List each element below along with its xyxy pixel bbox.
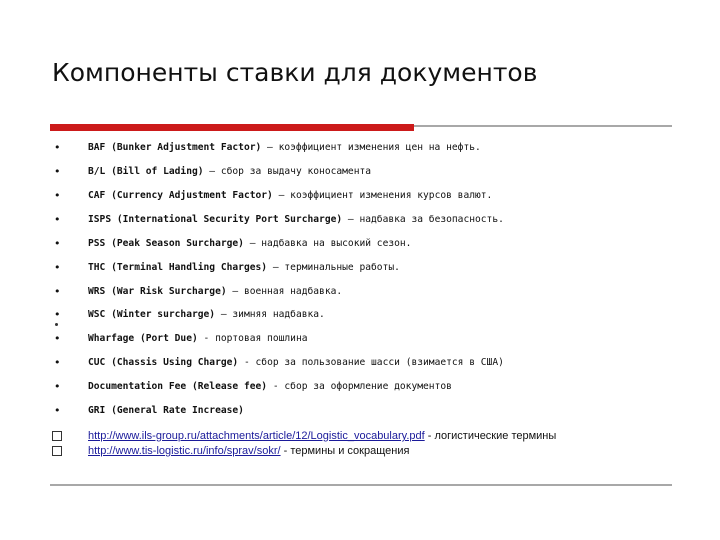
bullet-icon: • bbox=[54, 380, 61, 393]
list-item bbox=[0, 236, 720, 252]
item-desc: – коэффициент изменения цен на нефть. bbox=[261, 142, 481, 153]
bullet-icon: • bbox=[54, 141, 61, 154]
item-desc: – коэффициент изменения курсов валют. bbox=[272, 190, 493, 201]
reference-desc: - логистические термины bbox=[424, 430, 557, 442]
bullet-icon: • bbox=[54, 165, 61, 178]
reference-desc: - термины и сокращения bbox=[280, 445, 410, 457]
item-desc: – военная надбавка. bbox=[226, 286, 343, 297]
stray-dot bbox=[55, 323, 58, 326]
list-item bbox=[0, 140, 720, 156]
list-item bbox=[0, 212, 720, 228]
list-item bbox=[0, 284, 720, 300]
item-desc: - портовая пошлина bbox=[197, 333, 308, 344]
item-term: Documentation Fee (Release fee) bbox=[88, 381, 268, 392]
item-desc: – надбавка на высокий сезон. bbox=[243, 238, 412, 249]
list-item bbox=[0, 188, 720, 204]
item-desc: – зимняя надбавка. bbox=[215, 309, 325, 320]
bullet-icon: • bbox=[54, 189, 61, 202]
item-term: B/L (Bill of Lading) bbox=[88, 166, 204, 177]
bullet-icon: • bbox=[54, 332, 61, 345]
item-term: CUC (Chassis Using Charge) bbox=[88, 357, 239, 368]
item-term: Wharfage (Port Due) bbox=[88, 333, 198, 344]
item-term: CAF (Currency Adjustment Factor) bbox=[88, 190, 273, 201]
item-desc: - сбор за оформление документов bbox=[267, 381, 452, 392]
item-desc: – терминальные работы. bbox=[267, 262, 400, 273]
list-item bbox=[0, 331, 720, 347]
list-item bbox=[0, 307, 720, 323]
item-term: THC (Terminal Handling Charges) bbox=[88, 262, 268, 273]
bullet-icon: • bbox=[54, 356, 61, 369]
checkbox-icon bbox=[52, 431, 62, 441]
slide-title: Компоненты ставки для документов bbox=[52, 58, 538, 87]
item-term: WRS (War Risk Surcharge) bbox=[88, 286, 227, 297]
bullet-icon: • bbox=[54, 285, 61, 298]
item-term: GRI (General Rate Increase) bbox=[88, 405, 244, 416]
item-term: WSC (Winter surcharge) bbox=[88, 309, 216, 320]
reference-link[interactable]: http://www.tis-logistic.ru/info/sprav/sokr/ bbox=[88, 445, 281, 457]
bottom-divider bbox=[50, 484, 672, 486]
reference-link[interactable]: http://www.ils-group.ru/attachments/article/12/Logistic_vocabulary.pdf bbox=[88, 430, 425, 442]
item-term: PSS (Peak Season Surcharge) bbox=[88, 238, 244, 249]
bullet-icon: • bbox=[54, 237, 61, 250]
bullet-icon: • bbox=[54, 213, 61, 226]
list-item bbox=[0, 355, 720, 371]
item-term: BAF (Bunker Adjustment Factor) bbox=[88, 142, 262, 153]
reference-link-row bbox=[0, 444, 720, 459]
list-item bbox=[0, 403, 720, 419]
bullet-icon: • bbox=[54, 404, 61, 417]
item-desc: – надбавка за безопасность. bbox=[342, 214, 504, 225]
list-item bbox=[0, 260, 720, 276]
reference-link-row bbox=[0, 429, 720, 444]
item-term: ISPS (International Security Port Surcharge) bbox=[88, 214, 343, 225]
bullet-icon: • bbox=[54, 308, 61, 321]
item-desc: - сбор за пользование шасси (взимается в США) bbox=[238, 357, 504, 368]
checkbox-icon bbox=[52, 446, 62, 456]
bullet-icon: • bbox=[54, 261, 61, 274]
list-item bbox=[0, 164, 720, 180]
list-item bbox=[0, 379, 720, 395]
item-desc: – сбор за выдачу коносамента bbox=[203, 166, 372, 177]
